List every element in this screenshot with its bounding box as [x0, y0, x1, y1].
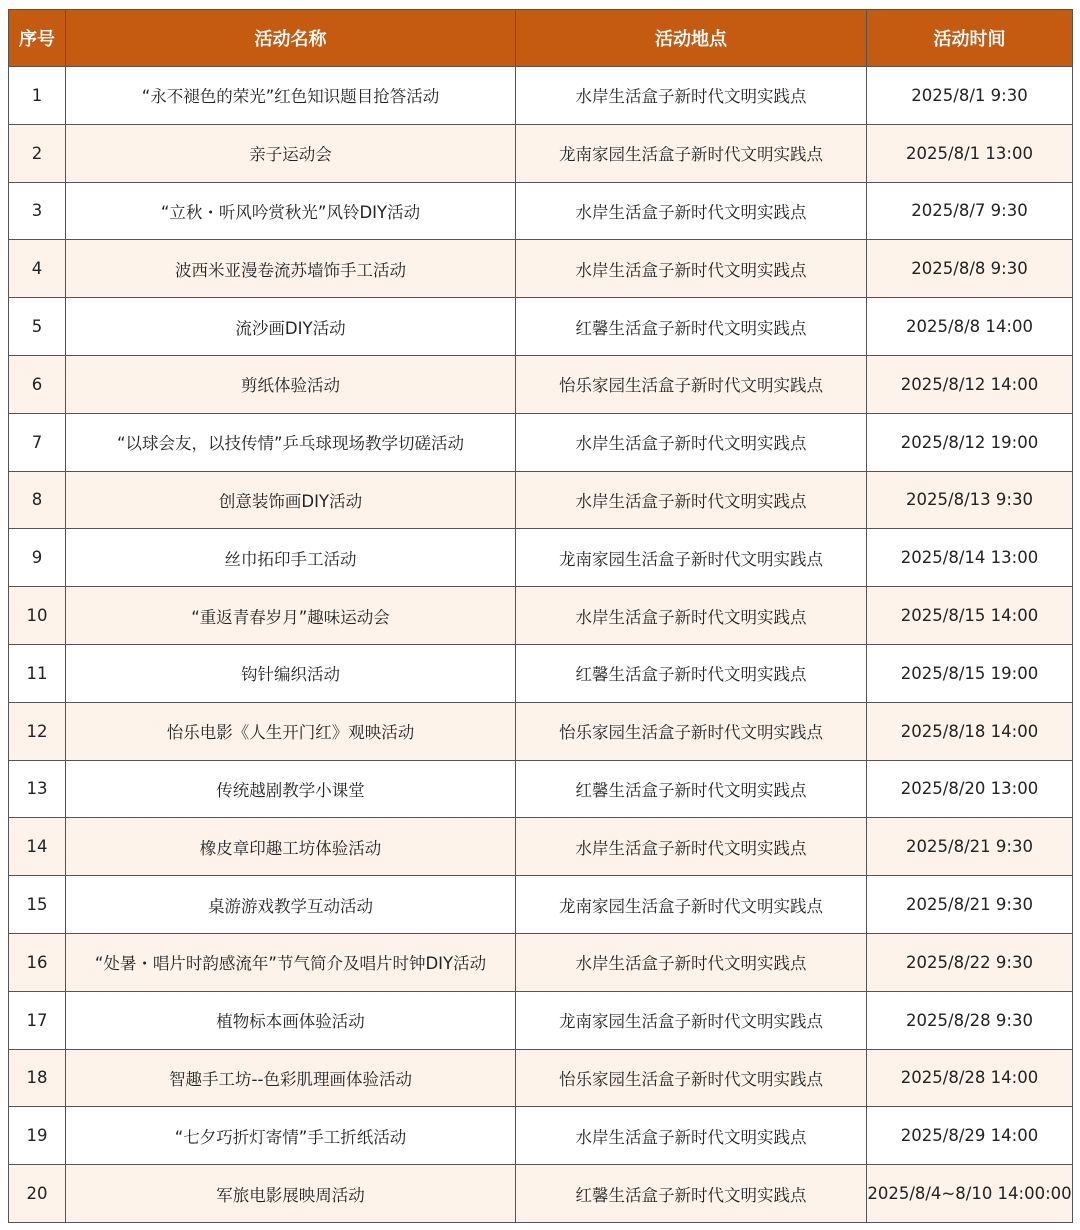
cell-activity-location: 龙南家园生活盒子新时代文明实践点 [516, 991, 867, 1049]
cell-activity-location: 怡乐家园生活盒子新时代文明实践点 [516, 702, 867, 760]
table-row [9, 818, 1073, 876]
table-row [9, 355, 1073, 413]
cell-activity-location: 龙南家园生活盒子新时代文明实践点 [516, 876, 867, 934]
header-activity-location: 活动地点 [516, 10, 867, 67]
table-row [9, 471, 1073, 529]
cell-activity-location: 水岸生活盒子新时代文明实践点 [516, 471, 867, 529]
header-activity-name: 活动名称 [66, 10, 516, 67]
table-row [9, 991, 1073, 1049]
cell-activity-time: 2025/8/28 9:30 [867, 991, 1073, 1049]
table-row [9, 933, 1073, 991]
activity-table [8, 9, 1073, 1223]
cell-activity-time: 2025/8/22 9:30 [867, 933, 1073, 991]
table-row [9, 240, 1073, 298]
cell-activity-location: 水岸生活盒子新时代文明实践点 [516, 1107, 867, 1165]
cell-activity-name: “处暑・唱片时韵感流年”节气简介及唱片时钟DIY活动 [66, 933, 516, 991]
cell-activity-location: 水岸生活盒子新时代文明实践点 [516, 818, 867, 876]
cell-index: 11 [9, 644, 66, 702]
cell-index: 12 [9, 702, 66, 760]
cell-activity-location: 红馨生活盒子新时代文明实践点 [516, 298, 867, 356]
cell-activity-location: 怡乐家园生活盒子新时代文明实践点 [516, 355, 867, 413]
cell-activity-location: 水岸生活盒子新时代文明实践点 [516, 182, 867, 240]
table-row [9, 876, 1073, 934]
cell-activity-time: 2025/8/4~8/10 14:00:00 [867, 1165, 1073, 1223]
cell-activity-time: 2025/8/18 14:00 [867, 702, 1073, 760]
header-row [9, 10, 1073, 67]
cell-index: 7 [9, 413, 66, 471]
table-body [9, 67, 1073, 1223]
cell-activity-time: 2025/8/8 9:30 [867, 240, 1073, 298]
table-row [9, 413, 1073, 471]
table-row [9, 67, 1073, 125]
cell-activity-name: 创意装饰画DIY活动 [66, 471, 516, 529]
table-row [9, 1165, 1073, 1223]
cell-activity-name: 怡乐电影《人生开门红》观映活动 [66, 702, 516, 760]
cell-activity-time: 2025/8/14 13:00 [867, 529, 1073, 587]
cell-activity-location: 红馨生活盒子新时代文明实践点 [516, 1165, 867, 1223]
cell-index: 14 [9, 818, 66, 876]
table-row [9, 760, 1073, 818]
cell-activity-name: 钩针编织活动 [66, 644, 516, 702]
header-index: 序号 [9, 10, 66, 67]
cell-activity-name: 丝巾拓印手工活动 [66, 529, 516, 587]
cell-activity-location: 水岸生活盒子新时代文明实践点 [516, 587, 867, 645]
cell-activity-time: 2025/8/29 14:00 [867, 1107, 1073, 1165]
cell-index: 15 [9, 876, 66, 934]
table-row [9, 182, 1073, 240]
cell-activity-time: 2025/8/12 14:00 [867, 355, 1073, 413]
cell-activity-time: 2025/8/13 9:30 [867, 471, 1073, 529]
cell-activity-time: 2025/8/28 14:00 [867, 1049, 1073, 1107]
table-row [9, 587, 1073, 645]
cell-activity-name: 波西米亚漫卷流苏墙饰手工活动 [66, 240, 516, 298]
cell-activity-location: 红馨生活盒子新时代文明实践点 [516, 760, 867, 818]
table-row [9, 644, 1073, 702]
cell-activity-name: 植物标本画体验活动 [66, 991, 516, 1049]
cell-index: 20 [9, 1165, 66, 1223]
cell-activity-name: “永不褪色的荣光”红色知识题目抢答活动 [66, 67, 516, 125]
cell-activity-name: 流沙画DIY活动 [66, 298, 516, 356]
cell-activity-location: 红馨生活盒子新时代文明实践点 [516, 644, 867, 702]
activity-schedule [8, 9, 1072, 1223]
header-activity-time: 活动时间 [867, 10, 1073, 67]
cell-activity-time: 2025/8/21 9:30 [867, 876, 1073, 934]
cell-activity-name: “以球会友，以技传情”乒乓球现场教学切磋活动 [66, 413, 516, 471]
cell-index: 18 [9, 1049, 66, 1107]
cell-activity-time: 2025/8/7 9:30 [867, 182, 1073, 240]
cell-activity-location: 怡乐家园生活盒子新时代文明实践点 [516, 1049, 867, 1107]
cell-index: 2 [9, 124, 66, 182]
cell-activity-name: 桌游游戏教学互动活动 [66, 876, 516, 934]
cell-index: 10 [9, 587, 66, 645]
cell-activity-name: 传统越剧教学小课堂 [66, 760, 516, 818]
cell-index: 6 [9, 355, 66, 413]
table-row [9, 298, 1073, 356]
cell-activity-location: 龙南家园生活盒子新时代文明实践点 [516, 124, 867, 182]
cell-index: 5 [9, 298, 66, 356]
cell-activity-location: 水岸生活盒子新时代文明实践点 [516, 413, 867, 471]
cell-activity-time: 2025/8/8 14:00 [867, 298, 1073, 356]
cell-activity-time: 2025/8/1 9:30 [867, 67, 1073, 125]
cell-index: 16 [9, 933, 66, 991]
cell-activity-location: 水岸生活盒子新时代文明实践点 [516, 933, 867, 991]
cell-activity-location: 水岸生活盒子新时代文明实践点 [516, 67, 867, 125]
cell-index: 3 [9, 182, 66, 240]
cell-activity-name: “七夕巧折灯寄情”手工折纸活动 [66, 1107, 516, 1165]
cell-activity-time: 2025/8/15 19:00 [867, 644, 1073, 702]
cell-index: 17 [9, 991, 66, 1049]
cell-activity-time: 2025/8/21 9:30 [867, 818, 1073, 876]
table-row [9, 1049, 1073, 1107]
cell-activity-name: 军旅电影展映周活动 [66, 1165, 516, 1223]
cell-index: 13 [9, 760, 66, 818]
cell-activity-time: 2025/8/15 14:00 [867, 587, 1073, 645]
table-row [9, 702, 1073, 760]
cell-index: 1 [9, 67, 66, 125]
table-row [9, 124, 1073, 182]
cell-index: 8 [9, 471, 66, 529]
table-row [9, 529, 1073, 587]
cell-activity-name: 智趣手工坊--色彩肌理画体验活动 [66, 1049, 516, 1107]
cell-index: 4 [9, 240, 66, 298]
cell-activity-location: 龙南家园生活盒子新时代文明实践点 [516, 529, 867, 587]
cell-activity-name: 橡皮章印趣工坊体验活动 [66, 818, 516, 876]
cell-activity-time: 2025/8/20 13:00 [867, 760, 1073, 818]
cell-activity-location: 水岸生活盒子新时代文明实践点 [516, 240, 867, 298]
cell-activity-name: 亲子运动会 [66, 124, 516, 182]
cell-activity-name: 剪纸体验活动 [66, 355, 516, 413]
cell-index: 19 [9, 1107, 66, 1165]
cell-activity-time: 2025/8/12 19:00 [867, 413, 1073, 471]
cell-activity-name: “重返青春岁月”趣味运动会 [66, 587, 516, 645]
cell-index: 9 [9, 529, 66, 587]
table-row [9, 1107, 1073, 1165]
cell-activity-name: “立秋・听风吟赏秋光”风铃DIY活动 [66, 182, 516, 240]
cell-activity-time: 2025/8/1 13:00 [867, 124, 1073, 182]
